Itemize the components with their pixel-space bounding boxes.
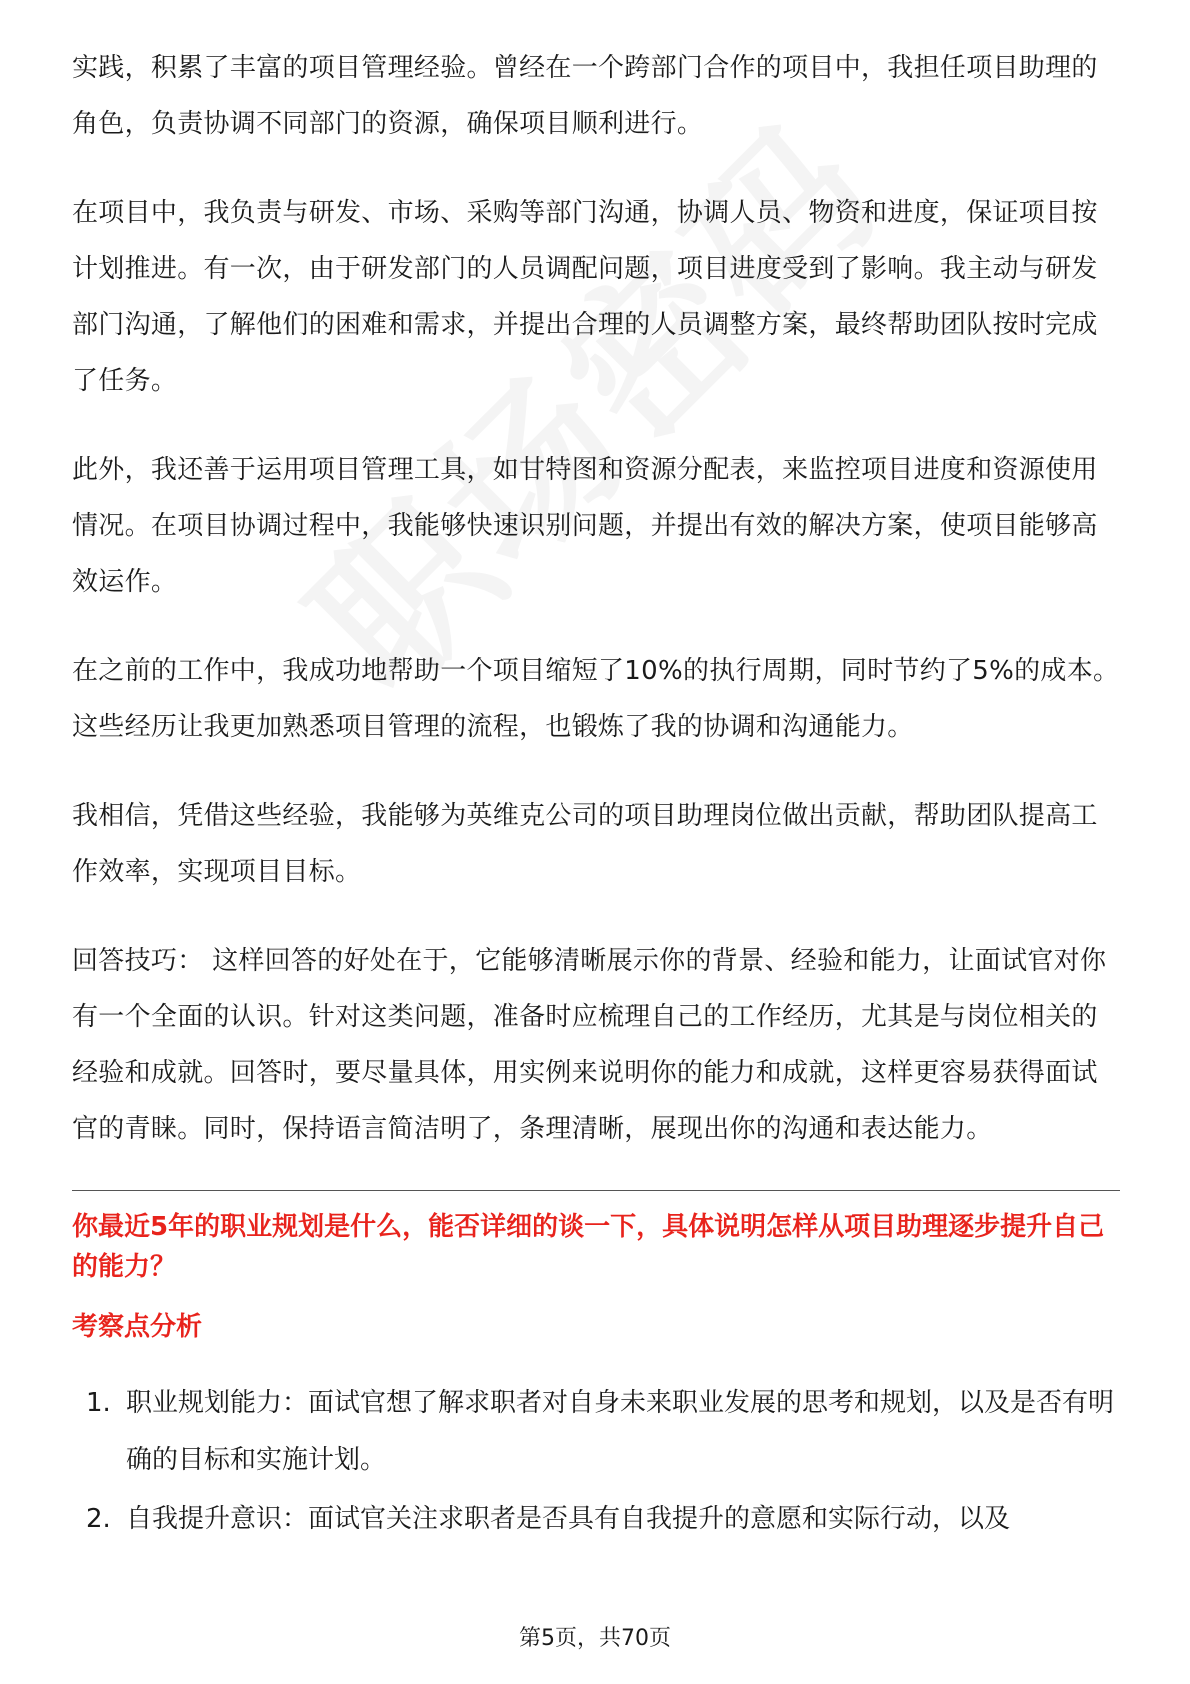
paragraph: 实践，积累了丰富的项目管理经验。曾经在一个跨部门合作的项目中，我担任项目助理的角色，负责协调不同部门的资源，确保项目顺利进行。 — [72, 53, 1098, 139]
list-item-number: 1. — [86, 1388, 111, 1418]
list-item — [72, 1491, 1120, 1548]
section-title: 考察点分析 — [72, 1312, 203, 1342]
list-item-text: 职业规划能力：面试官想了解求职者对自身未来职业发展的思考和规划，以及是否有明确的目标和实施计划。 — [126, 1388, 1115, 1475]
section-divider — [72, 1190, 1120, 1191]
analysis-list — [72, 1375, 1120, 1548]
paragraph: 在之前的工作中，我成功地帮助一个项目缩短了10%的执行周期，同时节约了5%的成本。这些经历让我更加熟悉项目管理的流程，也锻炼了我的协调和沟通能力。 — [72, 656, 1120, 742]
list-item — [72, 1375, 1120, 1489]
paragraph: 此外，我还善于运用项目管理工具，如甘特图和资源分配表，来监控项目进度和资源使用情况。在项目协调过程中，我能够快速识别问题，并提出有效的解决方案，使项目能够高效运作。 — [72, 455, 1098, 597]
list-item-number: 2. — [86, 1504, 111, 1534]
paragraph: 在项目中，我负责与研发、市场、采购等部门沟通，协调人员、物资和进度，保证项目按计划推进。有一次，由于研发部门的人员调配问题，项目进度受到了影响。我主动与研发部门沟通，了解他们的困难和需求，并提出合理的人员调整方案，最终帮助团队按时完成了任务。 — [72, 198, 1098, 396]
interview-question: 你最近5年的职业规划是什么，能否详细的谈一下，具体说明怎样从项目助理逐步提升自己的能力？ — [72, 1212, 1105, 1282]
page-number-footer: 第5页，共70页 — [519, 1626, 671, 1651]
page-content — [72, 40, 1120, 1550]
paragraph: 我相信，凭借这些经验，我能够为英维克公司的项目助理岗位做出贡献，帮助团队提高工作效率，实现项目目标。 — [72, 801, 1098, 887]
answer-tips-paragraph: 回答技巧： 这样回答的好处在于，它能够清晰展示你的背景、经验和能力，让面试官对你有一个全面的认识。针对这类问题，准备时应梳理自己的工作经历，尤其是与岗位相关的经验和成就。回答时，要尽量具体，用实例来说明你的能力和成就，这样更容易获得面试官的青睐。同时，保持语言简洁明了，条理清晰，展现出你的沟通和表达能力。 — [72, 946, 1107, 1144]
list-item-text: 自我提升意识：面试官关注求职者是否具有自我提升的意愿和实际行动，以及 — [126, 1504, 1011, 1534]
